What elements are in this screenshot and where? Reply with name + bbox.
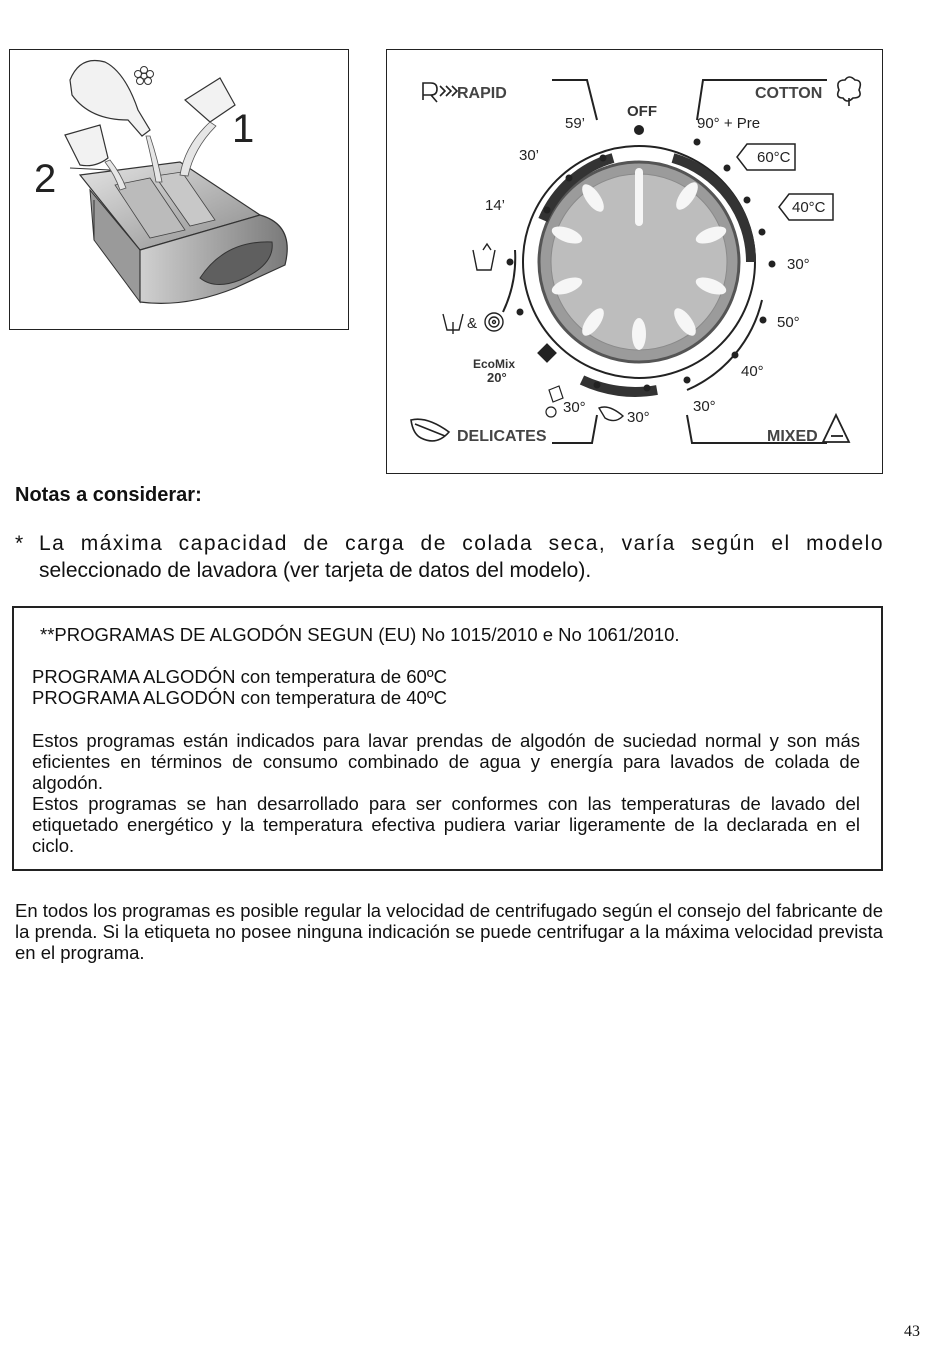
- bullet-marker: *: [15, 532, 24, 555]
- wool-icon: [546, 386, 563, 417]
- label-rapid-14: 14’: [485, 197, 506, 214]
- detergent-drawer-illustration: [10, 50, 347, 328]
- program-dial-illustration: [387, 50, 881, 472]
- label-rinse-ampersand: &: [467, 315, 478, 332]
- drain-icon: [443, 314, 463, 334]
- label-delicates-30-wool: 30°: [563, 399, 586, 416]
- notes-heading: Notas a considerar:: [15, 484, 202, 506]
- cotton-box-title: **PROGRAMAS DE ALGODÓN SEGUN (EU) No 1015/2010 e No 1061/2010.: [40, 624, 680, 645]
- label-ecomix-20: 20°: [487, 370, 507, 385]
- label-cotton-40c: 40°C: [792, 199, 826, 216]
- spin-icon: [485, 313, 503, 331]
- cotton-program-60: PROGRAMA ALGODÓN con temperatura de 60ºC: [32, 666, 447, 687]
- silk-icon: [599, 407, 623, 421]
- cotton-icon: [838, 77, 861, 106]
- label-cotton-30: 30°: [787, 256, 810, 273]
- cotton-programs-box: [12, 606, 883, 871]
- label-delicates-30-silk: 30°: [627, 409, 650, 426]
- mixed-triangle-icon: [823, 415, 849, 442]
- group-label-mixed: MIXED: [767, 428, 818, 445]
- spin-speed-paragraph: En todos los programas es posible regular la velocidad de centrifugado según el consejo del fabricante de la prenda. Si la etiqueta no posee ninguna indicación se puede centrifugar a la máxima velocidad prevista en el programa.: [15, 900, 883, 963]
- label-mixed-40: 40°: [741, 363, 764, 380]
- bullet-text-line-2: seleccionado de lavadora (ver tarjeta de datos del modelo).: [39, 559, 592, 582]
- cotton-box-paragraph-1: Estos programas están indicados para lavar prendas de algodón de suciedad normal y son más eficientes en términos de consumo combinado de agua y energía para lavados de colada de algodón.: [32, 730, 860, 793]
- flower-icon: [135, 67, 154, 85]
- label-cotton-60c: 60°C: [757, 149, 791, 166]
- cotton-program-40: PROGRAMA ALGODÓN con temperatura de 40ºC: [32, 687, 447, 708]
- rinse-icon: [473, 244, 495, 270]
- group-label-rapid: RAPID: [457, 85, 507, 102]
- label-cotton-90-pre: 90° + Pre: [697, 115, 761, 132]
- label-ecomix: EcoMix: [473, 357, 516, 371]
- rapid-icon: [423, 83, 457, 102]
- detergent-drawer-figure: [9, 49, 349, 330]
- label-mixed-30: 30°: [693, 398, 716, 415]
- page-number: 43: [904, 1323, 920, 1340]
- label-mixed-50: 50°: [777, 314, 800, 331]
- label-rapid-59: 59’: [565, 115, 586, 132]
- program-dial-figure: [386, 49, 883, 474]
- delicates-icon: [411, 419, 449, 441]
- bullet-text-line-1: La máxima capacidad de carga de colada seca, varía según el modelo: [39, 532, 884, 555]
- compartment-number-2: 2: [34, 157, 57, 201]
- compartment-number-1: 1: [232, 107, 255, 151]
- group-label-cotton: COTTON: [755, 85, 823, 102]
- label-off: OFF: [627, 103, 657, 120]
- group-label-delicates: DELICATES: [457, 428, 547, 445]
- label-rapid-30: 30’: [519, 147, 540, 164]
- cotton-box-paragraph-2: Estos programas se han desarrollado para ser conformes con las temperaturas de lavado del etiquetado energético y la temperatura efectiva pudiera variar ligeramente de la declarada en el ciclo.: [32, 793, 860, 856]
